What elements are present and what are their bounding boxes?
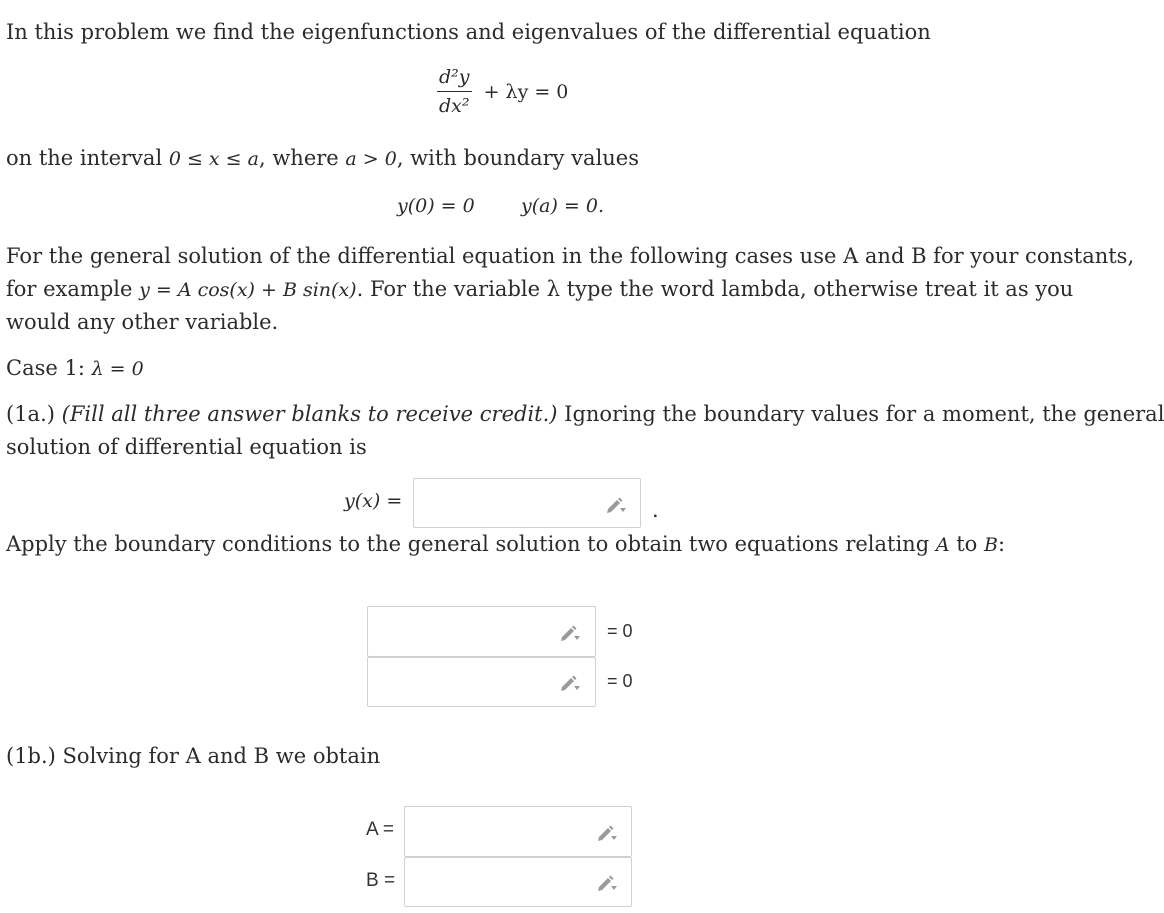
- equation-2-input[interactable]: [367, 657, 596, 707]
- y-of-x-answer-input[interactable]: [413, 478, 641, 528]
- derivative-numerator: d²y: [437, 66, 472, 92]
- y-of-x-label: y(x) =: [344, 490, 403, 512]
- equation-1-input[interactable]: [367, 606, 596, 657]
- part-1a-text-a: Ignoring the boundary values for a moment, the general: [557, 402, 1164, 426]
- equation-2-suffix: = 0: [607, 671, 633, 691]
- b-answer-input[interactable]: [404, 857, 632, 907]
- apply-end: :: [997, 532, 1006, 556]
- instructions-line-2a: for example: [6, 277, 140, 301]
- pencil-dropdown-icon[interactable]: [559, 674, 581, 692]
- b-label: B =: [366, 870, 396, 891]
- apply-conditions-text: [6, 528, 1005, 562]
- apply-math-a: A: [935, 534, 950, 556]
- y-of-x-period: .: [652, 498, 659, 522]
- derivative-fraction: [437, 66, 472, 117]
- instructions-line-2b: . For the variable λ type the word lambda, otherwise treat it as you: [356, 277, 1074, 301]
- equation-rest: + λy = 0: [483, 80, 569, 103]
- differential-equation: [437, 66, 568, 117]
- pencil-dropdown-icon[interactable]: [596, 874, 618, 892]
- part-1a-number: (1a.): [6, 402, 62, 426]
- boundary-left: y(0) = 0: [397, 195, 475, 217]
- part-1b-text: (1b.) Solving for A and B we obtain: [6, 744, 381, 768]
- interval-math: 0 ≤ x ≤ a: [168, 148, 259, 170]
- pencil-dropdown-icon[interactable]: [605, 496, 627, 514]
- part-1a-line-1: [6, 398, 1164, 431]
- a-positive-math: a > 0: [345, 148, 397, 170]
- apply-math-b: B: [984, 534, 998, 556]
- interval-text: [6, 142, 639, 176]
- a-label: A =: [366, 819, 394, 840]
- case-1-math: λ = 0: [91, 358, 144, 380]
- case-1-label: Case 1:: [6, 356, 92, 380]
- case-1-heading: [6, 352, 144, 386]
- interval-text-2: , where: [258, 146, 346, 170]
- instructions-line-1: For the general solution of the differential equation in the following cases use A and B for your constants,: [6, 244, 1135, 268]
- boundary-right: y(a) = 0.: [521, 195, 605, 217]
- part-1a-note: (Fill all three answer blanks to receive credit.): [61, 402, 558, 426]
- pencil-dropdown-icon[interactable]: [559, 624, 581, 642]
- interval-text-3: , with boundary values: [396, 146, 640, 170]
- pencil-dropdown-icon[interactable]: [596, 824, 618, 842]
- apply-text: Apply the boundary conditions to the general solution to obtain two equations relating: [6, 532, 936, 556]
- part-1a-line-2: solution of differential equation is: [6, 435, 367, 459]
- equation-1-suffix: = 0: [607, 621, 633, 641]
- a-answer-input[interactable]: [404, 806, 632, 857]
- intro-text: In this problem we find the eigenfunctions and eigenvalues of the differential equation: [6, 20, 931, 44]
- instructions-line-3: would any other variable.: [6, 310, 279, 334]
- instructions-line-2: [6, 273, 1073, 307]
- apply-mid: to: [949, 532, 984, 556]
- interval-text-1: on the interval: [6, 146, 169, 170]
- derivative-denominator: dx²: [439, 95, 470, 117]
- example-solution-math: y = A cos(x) + B sin(x): [139, 279, 357, 301]
